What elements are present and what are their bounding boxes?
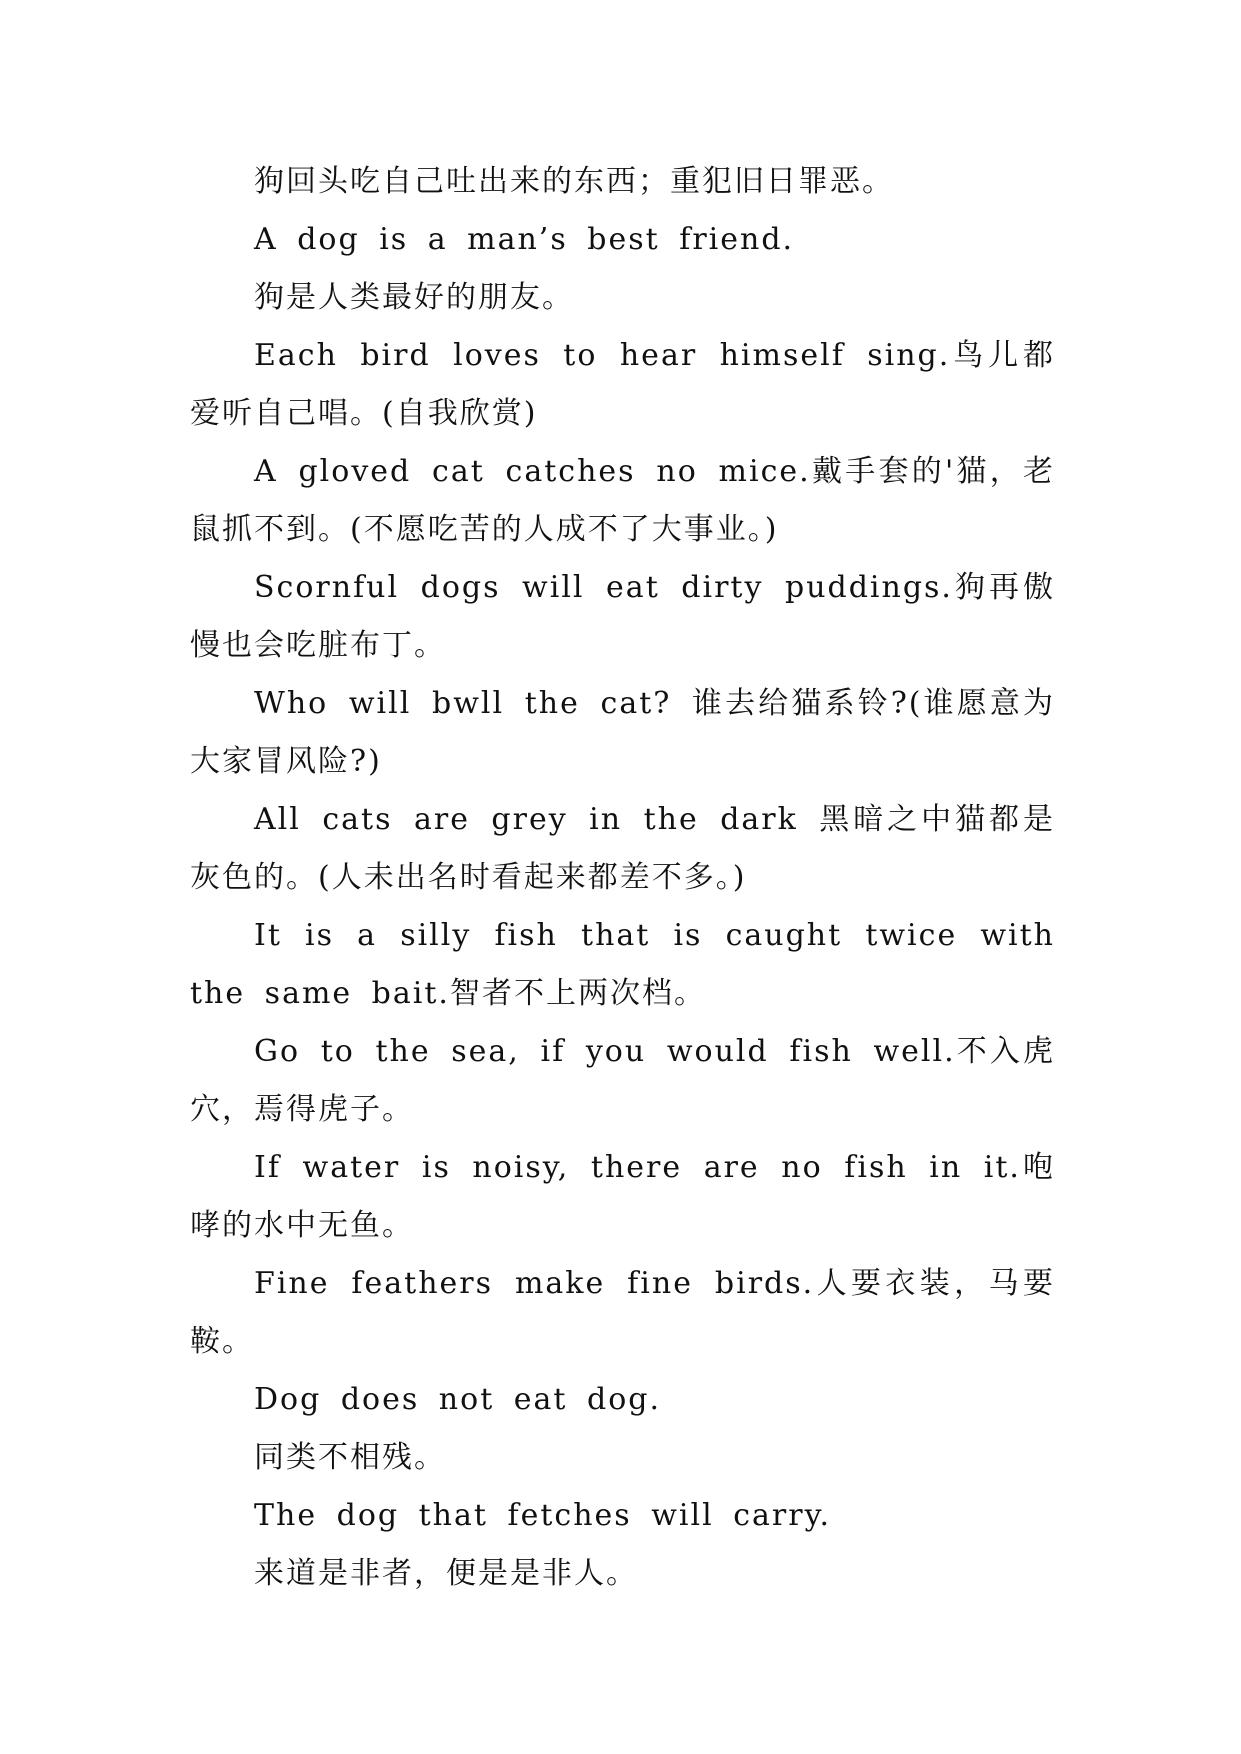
paragraph: A gloved cat catches no mice.戴手套的'猫，老鼠抓不到。(不愿吃苦的人成不了大事业。) [190, 454, 1055, 547]
paragraph: 狗回头吃自己吐出来的东西；重犯旧日罪恶。 [254, 164, 894, 199]
paragraph: 同类不相残。 [254, 1440, 446, 1475]
paragraph: If water is noisy, there are no fish in it.咆哮的水中无鱼。 [190, 1150, 1055, 1243]
paragraph: 来道是非者，便是是非人。 [254, 1556, 638, 1591]
paragraph: Fine feathers make fine birds.人要衣装，马要鞍。 [190, 1266, 1055, 1359]
paragraph: The dog that fetches will carry. [254, 1498, 832, 1533]
paragraph: A dog is a man’s best friend. [254, 222, 795, 257]
paragraph: It is a silly fish that is caught twice with the same bait.智者不上两次档。 [190, 918, 1055, 1011]
paragraph: Scornful dogs will eat dirty puddings.狗再傲慢也会吃脏布丁。 [190, 570, 1055, 663]
paragraph: Who will bwll the cat? 谁去给猫系铃?(谁愿意为大家冒风险?) [190, 686, 1055, 779]
paragraph: Each bird loves to hear himself sing.鸟儿都爱听自己唱。(自我欣赏) [190, 338, 1055, 431]
document-body [190, 153, 1055, 1603]
paragraph: 狗是人类最好的朋友。 [254, 280, 574, 315]
paragraph: Dog does not eat dog. [254, 1382, 662, 1417]
paragraph: All cats are grey in the dark 黑暗之中猫都是灰色的。(人未出名时看起来都差不多。) [190, 802, 1055, 895]
paragraph: Go to the sea, if you would fish well.不入虎穴，焉得虎子。 [190, 1034, 1055, 1127]
